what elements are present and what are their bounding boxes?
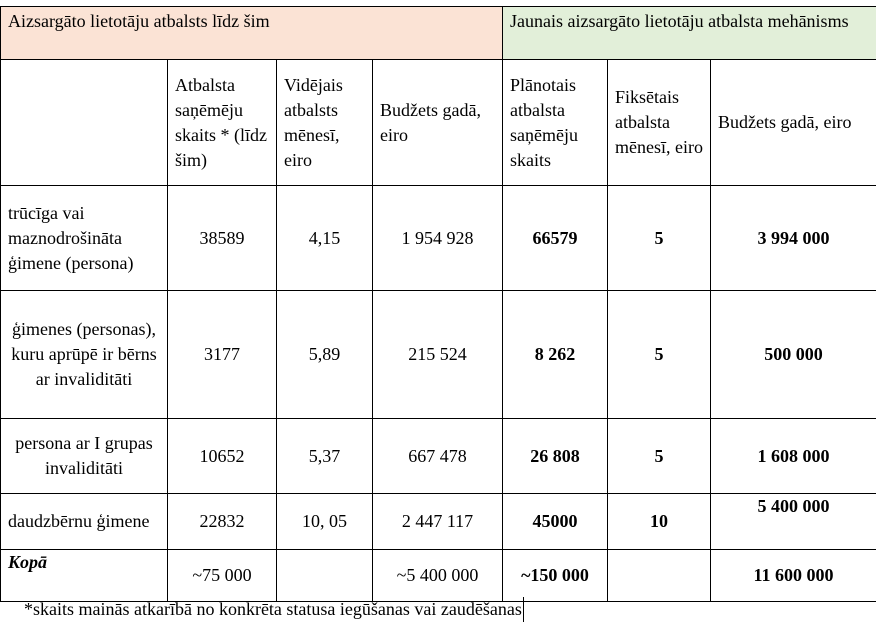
cell-old-avg: 5,89	[277, 291, 373, 419]
cell-old-count: 10652	[168, 419, 277, 494]
cell-old-avg: 10, 05	[277, 494, 373, 550]
total-old-count: ~75 000	[168, 550, 277, 602]
col-old-budget: Budžets gadā, eiro	[373, 60, 503, 186]
total-new-count: ~150 000	[503, 550, 608, 602]
cell-old-avg: 5,37	[277, 419, 373, 494]
cell-old-count: 22832	[168, 494, 277, 550]
cell-old-budget: 1 954 928	[373, 186, 503, 291]
total-new-fixed	[608, 550, 711, 602]
table-row	[1, 419, 876, 494]
header-empty-cell	[1, 60, 168, 186]
cell-new-count: 45000	[503, 494, 608, 550]
support-table	[0, 6, 876, 602]
cell-new-count: 26 808	[503, 419, 608, 494]
footnote: *skaits mainās atkarībā no konkrēta statusa iegūšanas vai zaudēšanas	[24, 597, 524, 622]
header-old-support: Aizsargāto lietotāju atbalsts līdz šim	[1, 7, 503, 60]
cell-old-budget: 215 524	[373, 291, 503, 419]
cell-old-count: 38589	[168, 186, 277, 291]
total-label: Kopā	[1, 550, 168, 602]
col-old-avg: Vidējais atbalsts mēnesī, eiro	[277, 60, 373, 186]
col-new-budget: Budžets gadā, eiro	[711, 60, 876, 186]
cell-new-count: 66579	[503, 186, 608, 291]
cell-new-fixed: 5	[608, 186, 711, 291]
total-old-avg	[277, 550, 373, 602]
col-new-fixed: Fiksētais atbalsta mēnesī, eiro	[608, 60, 711, 186]
cell-new-fixed: 5	[608, 419, 711, 494]
cell-new-budget: 1 608 000	[711, 419, 876, 494]
cell-new-budget: 500 000	[711, 291, 876, 419]
table-row	[1, 186, 876, 291]
cell-old-count: 3177	[168, 291, 277, 419]
cell-new-budget: 3 994 000	[711, 186, 876, 291]
total-old-budget: ~5 400 000	[373, 550, 503, 602]
cell-new-fixed: 10	[608, 494, 711, 550]
cell-old-budget: 2 447 117	[373, 494, 503, 550]
cell-new-budget: 5 400 000	[711, 494, 876, 550]
col-new-count: Plānotais atbalsta saņēmēju skaits	[503, 60, 608, 186]
row-label: trūcīga vai maznodrošināta ģimene (persona)	[1, 186, 168, 291]
header-new-mechanism: Jaunais aizsargāto lietotāju atbalsta mehānisms	[503, 7, 876, 60]
table-row	[1, 494, 876, 550]
total-new-budget: 11 600 000	[711, 550, 876, 602]
row-label: ģimenes (personas), kuru aprūpē ir bērns ar invaliditāti	[1, 291, 168, 419]
cell-new-fixed: 5	[608, 291, 711, 419]
table-row	[1, 291, 876, 419]
cell-old-budget: 667 478	[373, 419, 503, 494]
row-label: daudzbērnu ģimene	[1, 494, 168, 550]
cell-old-avg: 4,15	[277, 186, 373, 291]
col-old-count: Atbalsta saņēmēju skaits * (līdz šim)	[168, 60, 277, 186]
cell-new-count: 8 262	[503, 291, 608, 419]
table-row-total	[1, 550, 876, 602]
row-label: persona ar I grupas invaliditāti	[1, 419, 168, 494]
